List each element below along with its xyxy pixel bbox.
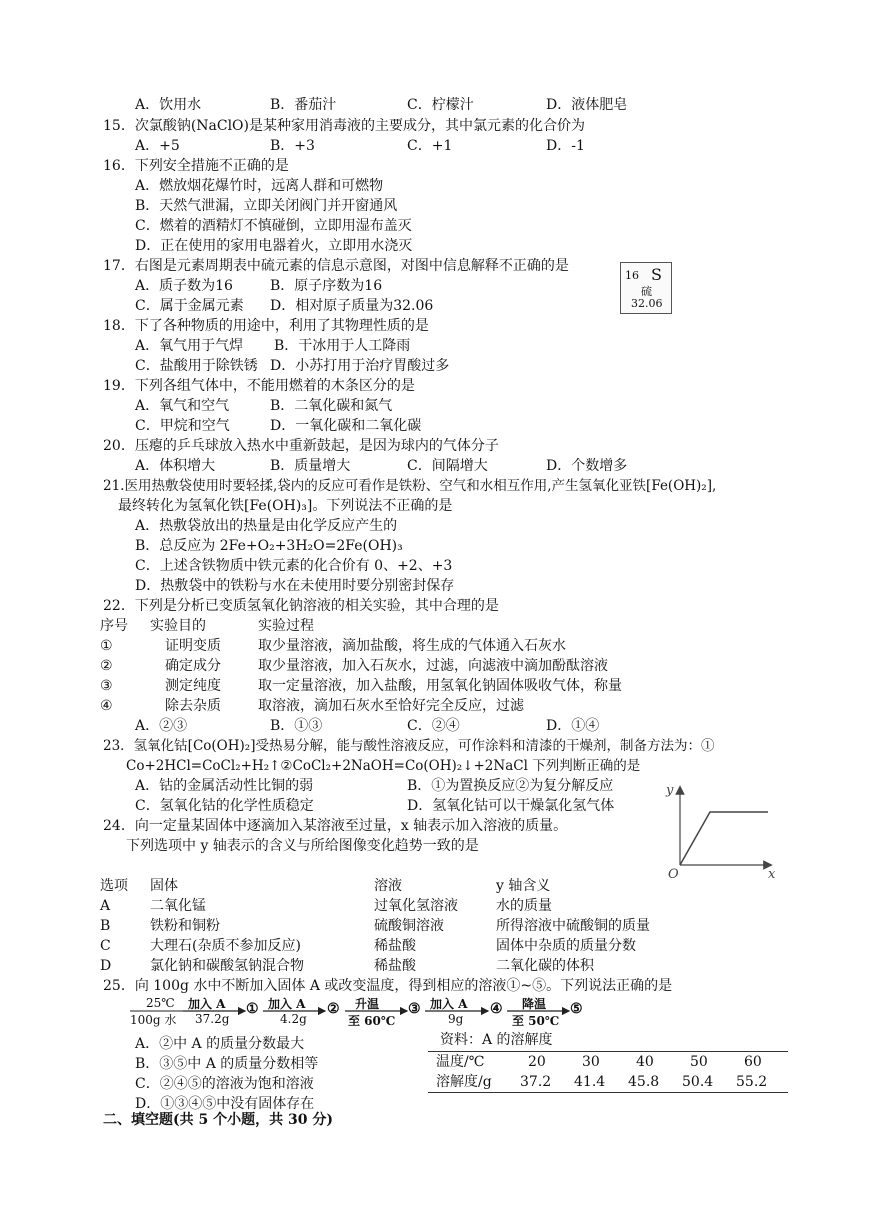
flow-step-action: 加入 A [268,997,306,1011]
flow-result: ③ [408,1001,421,1017]
flow-result: ① [246,1001,259,1017]
table-header: 实验过程 [258,618,314,634]
flow-step-amount: 4.2g [280,1012,307,1026]
flow-step-amount: 至 60℃ [348,1014,396,1028]
table-cell: D [100,958,112,974]
y-x-graph [660,780,780,880]
table-cell: 证明变质 [165,638,221,654]
table-cell: 水的质量 [496,898,552,914]
table-cell: ② [100,658,113,674]
question-stem: 15．次氯酸钠(NaClO)是某种家用消毒液的主要成分，其中氯元素的化合价为 [103,118,586,134]
option: A．热敷袋放出的热量是由化学反应产生的 [135,518,398,534]
table-cell: 20 [528,1054,546,1070]
table-cell: ④ [100,698,113,714]
table-cell: 铁粉和铜粉 [150,918,220,934]
origin-label: O [668,867,679,880]
option: B．二氧化碳和氮气 [270,398,393,414]
option: D．①③④⑤中没有固体存在 [135,1096,315,1112]
atomic-number: 16 [625,269,639,282]
x-axis-label: x [768,867,776,880]
table-header: 序号 [100,618,128,634]
section-heading: 二、填空题(共 5 个小题，共 30 分) [103,1112,333,1128]
table-cell: C [100,938,111,954]
table-cell: 取少量溶液，滴加盐酸，将生成的气体通入石灰水 [258,638,566,654]
flow-result: ④ [490,1001,503,1017]
option: D．相对原子质量为32.06 [270,298,434,314]
table-cell: 稀盐酸 [374,958,416,974]
flow-step-action: 加入 A [188,997,226,1011]
question-stem: 20．压瘪的乒乓球放入热水中重新鼓起，是因为球内的气体分子 [103,438,499,454]
option: A．氧气用于气焊 [135,338,244,354]
table-cell: 45.8 [628,1074,660,1090]
option: C．甲烷和空气 [135,418,230,434]
option: B．+3 [270,138,315,154]
table-cell: 所得溶液中硫酸铜的质量 [496,918,650,934]
option: B．③⑤中 A 的质量分数相等 [135,1056,319,1072]
table-cell: 稀盐酸 [374,938,416,954]
option: C．氢氧化钴的化学性质稳定 [135,798,314,814]
option: C．盐酸用于除铁锈 [135,358,258,374]
question-stem: 24．向一定量某固体中逐滴加入某溶液至过量，x 轴表示加入溶液的质量。 [103,818,568,834]
option: D．小苏打用于治疗胃酸过多 [270,358,450,374]
option: D．液体肥皂 [546,97,628,113]
table-cell: ③ [100,678,113,694]
option: B．天然气泄漏，立即关闭阀门并开窗通风 [135,198,398,214]
question-stem: 22．下列是分析已变质氢氧化钠溶液的相关实验，其中合理的是 [103,598,499,614]
flow-start-temp: 25℃ [146,996,175,1010]
flow-arrows [125,1000,585,1016]
table-cell: 55.2 [736,1074,768,1090]
table-cell: 测定纯度 [165,678,221,694]
option: C．属于金属元素 [135,298,244,314]
table-cell: 60 [744,1054,762,1070]
table-cell: 固体中杂质的质量分数 [496,938,636,954]
option: D．正在使用的家用电器着火，立即用水浇灭 [135,238,413,254]
flow-result: ⑤ [570,1001,583,1017]
table-cell: 除去杂质 [165,698,221,714]
table-header: y 轴含义 [496,878,551,894]
table-cell: 二氧化碳的体积 [496,958,594,974]
question-stem: 16．下列安全措施不正确的是 [103,158,289,174]
option: B．质量增大 [270,458,351,474]
table-header: 实验目的 [150,618,206,634]
option: D．①④ [546,718,600,734]
y-axis-label: y [666,783,674,798]
option: B．干冰用于人工降雨 [274,338,411,354]
table-cell: 40 [636,1054,654,1070]
option: A．体积增大 [135,458,216,474]
option: D．一氧化碳和二氧化碳 [270,418,422,434]
question-stem: 最终转化为氢氧化铁[Fe(OH)₃]。下列说法不正确的是 [118,498,453,514]
table-cell: 大理石(杂质不参加反应) [150,938,301,954]
option: A．+5 [135,138,180,154]
flow-step-amount: 至 50℃ [512,1014,560,1028]
option: D．个数增多 [546,458,628,474]
table-row-label: 温度/℃ [436,1054,485,1070]
table-cell: 50.4 [682,1074,714,1090]
option: A．质子数为16 [135,278,233,294]
table-cell: 37.2 [520,1074,552,1090]
graph-line [680,812,768,865]
option: C．上述含铁物质中铁元素的化合价有 0、+2、+3 [135,558,453,574]
table-cell: 30 [582,1054,600,1070]
question-stem: 19．下列各组气体中，不能用燃着的木条区分的是 [103,378,415,394]
table-cell: 二氧化锰 [150,898,206,914]
table-cell: 取少量溶液，加入石灰水，过滤，向滤液中滴加酚酞溶液 [258,658,608,674]
option: D．氢氧化钴可以干燥氯化氢气体 [407,798,615,814]
question-stem: 25．向 100g 水中不断加入固体 A 或改变温度，得到相应的溶液①~⑤。下列说法正确的是 [103,978,673,994]
option: B．①③ [270,718,323,734]
flow-step-action: 降温 [522,997,547,1011]
element-info-box [620,262,672,314]
question-stem: 21.医用热敷袋使用时要轻揉,袋内的反应可看作是铁粉、空气和水相互作用,产生氢氧化亚铁[Fe(OH)₂], [103,478,717,494]
table-header: 固体 [150,878,178,894]
table-row-label: 溶解度/g [436,1074,492,1090]
option: D．热敷袋中的铁粉与水在未使用时要分别密封保存 [135,578,455,594]
table-cell: A [100,898,111,914]
flow-result: ② [327,1001,340,1017]
table-cell: 取一定量溶液，加入盐酸，用氢氧化钠固体吸收气体，称量 [258,678,622,694]
flow-step-amount: 9g [448,1012,464,1026]
table-cell: 硫酸铜溶液 [374,918,444,934]
option: A．②中 A 的质量分数最大 [135,1036,305,1052]
table-title: 资料：A 的溶解度 [440,1032,553,1048]
table-cell: 50 [690,1054,708,1070]
option: C．+1 [407,138,453,154]
table-rule [428,1092,788,1093]
option: B．①为置换反应②为复分解反应 [407,778,614,794]
element-name: 硫 [641,285,652,298]
option: C．②④ [407,718,460,734]
option: A．②③ [135,718,188,734]
option: A．饮用水 [135,97,202,113]
option: C．间隔增大 [407,458,488,474]
table-cell: 取溶液，滴加石灰水至恰好完全反应，过滤 [258,698,524,714]
flow-step-amount: 37.2g [195,1012,230,1026]
atomic-mass: 32.06 [631,297,663,310]
table-header: 溶液 [374,878,402,894]
option: B．番茄汁 [270,97,337,113]
option: C．柠檬汁 [407,97,474,113]
table-cell: B [100,918,111,934]
table-header: 选项 [100,878,128,894]
option: D．-1 [546,138,585,154]
question-stem: 23．氢氧化钴[Co(OH)₂]受热易分解，能与酸性溶液反应，可作涂料和清漆的干燥剂，制备方法为：① [103,738,715,754]
flow-step-action: 升温 [355,997,380,1011]
table-cell: 过氧化氢溶液 [374,898,458,914]
option: A．钴的金属活动性比铜的弱 [135,778,314,794]
option: C．燃着的酒精灯不慎碰倒，立即用湿布盖灭 [135,218,412,234]
option: C．②④⑤的溶液为饱和溶液 [135,1076,314,1092]
question-stem: 17．右图是元素周期表中硫元素的信息示意图，对图中信息解释不正确的是 [103,258,569,274]
option: A．燃放烟花爆竹时，远离人群和可燃物 [135,178,384,194]
table-cell: ① [100,638,113,654]
option: B．总反应为 2Fe+O₂+3H₂O=2Fe(OH)₃ [135,538,403,554]
table-cell: 确定成分 [165,658,221,674]
question-stem: 18．下了各种物质的用途中，利用了其物理性质的是 [103,318,429,334]
question-stem: Co+2HCl=CoCl₂+H₂↑②CoCl₂+2NaOH=Co(OH)₂↓+2NaCl 下列判断正确的是 [126,758,641,774]
option: A．氧气和空气 [135,398,230,414]
flow-start-water: 100g 水 [130,1013,177,1027]
table-cell: 氯化钠和碳酸氢钠混合物 [150,958,304,974]
table-cell: 41.4 [574,1074,606,1090]
question-stem: 下列选项中 y 轴表示的含义与所给图像变化趋势一致的是 [126,838,479,854]
option: B．原子序数为16 [270,278,383,294]
element-symbol: S [651,265,662,284]
flow-step-action: 加入 A [430,997,468,1011]
